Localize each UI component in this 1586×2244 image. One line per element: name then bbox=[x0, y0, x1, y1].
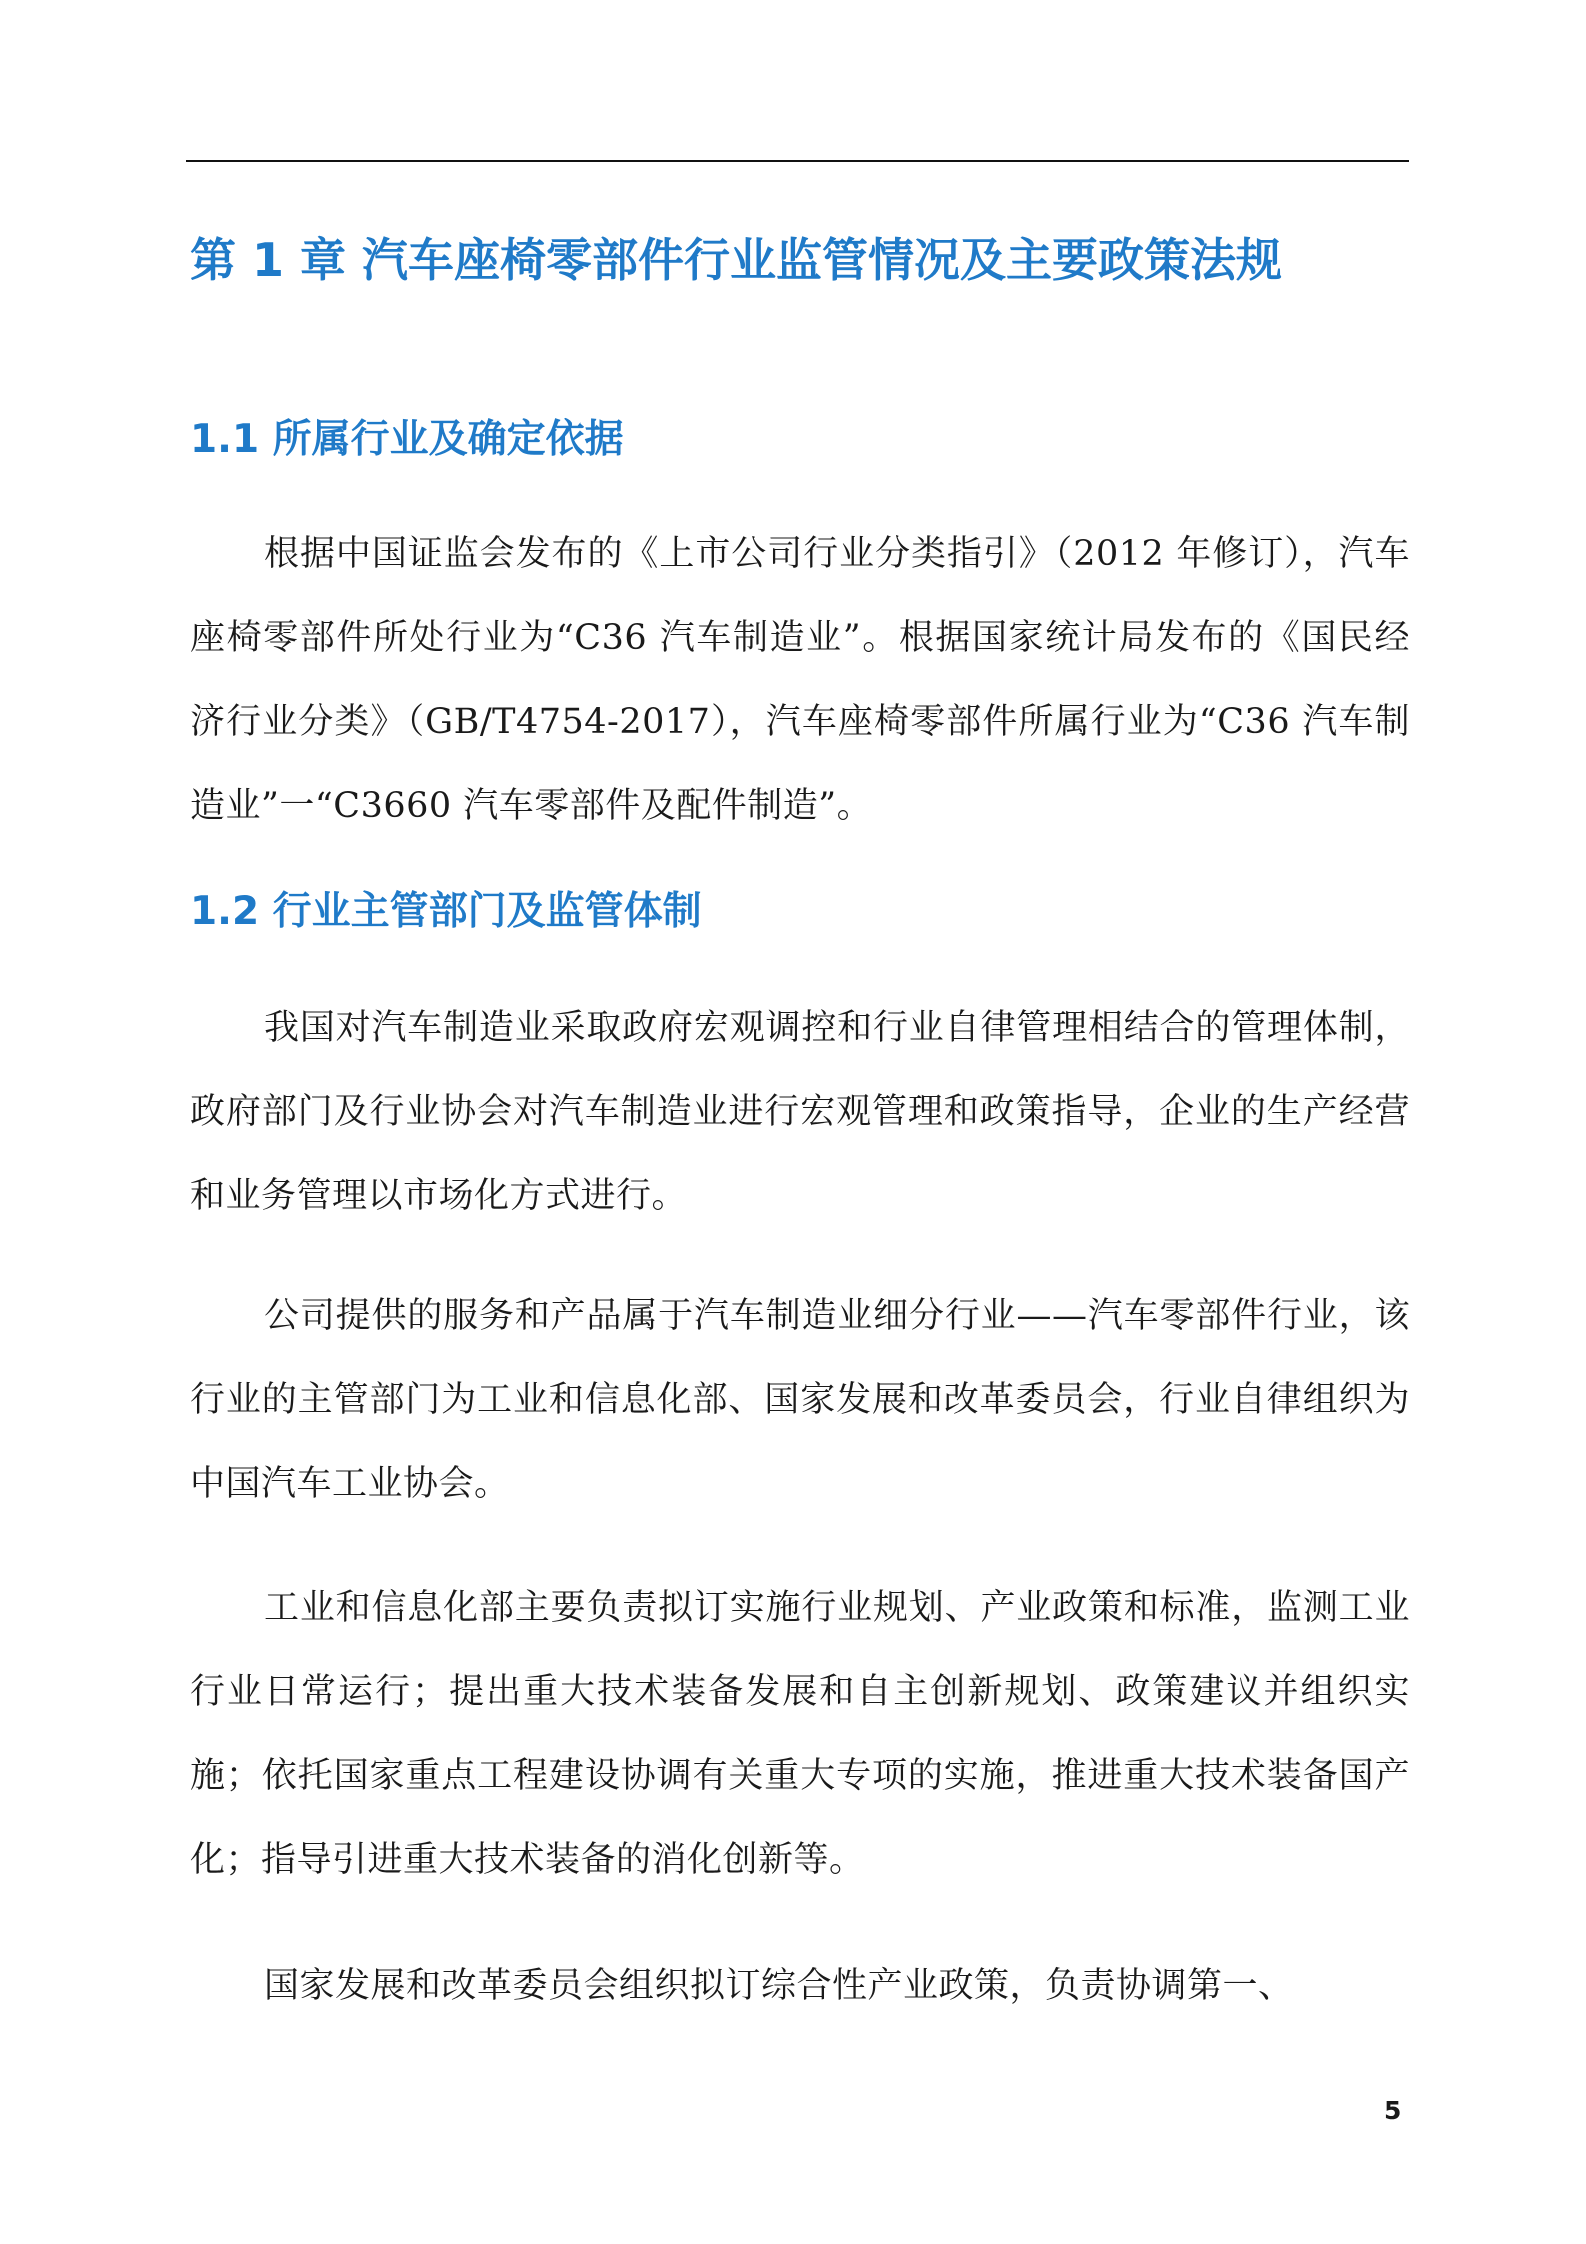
paragraph-miit-duties: 工业和信息化部主要负责拟订实施行业规划、产业政策和标准，监测工业行业日常运行；提出重大技术装备发展和自主创新规划、政策建议并组织实施；依托国家重点工程建设协调有关重大专项的实施，推进重大技术装备国产化；指导引进重大技术装备的消化创新等。 bbox=[190, 1588, 1410, 1880]
section-title-1-1: 1.1 所属行业及确定依据 bbox=[190, 417, 624, 462]
paragraph-industry-classification: 根据中国证监会发布的《上市公司行业分类指引》（2012 年修订），汽车座椅零部件所处行业为“C36 汽车制造业”。根据国家统计局发布的《国民经济行业分类》（GB/T4754-2017），汽车座椅零部件所属行业为“C36 汽车制造业”一“C3660 汽车零部件及配件制造”。 bbox=[190, 534, 1410, 826]
header-rule bbox=[186, 160, 1409, 162]
paragraph-management-system: 我国对汽车制造业采取政府宏观调控和行业自律管理相结合的管理体制，政府部门及行业协会对汽车制造业进行宏观管理和政策指导，企业的生产经营和业务管理以市场化方式进行。 bbox=[190, 1008, 1410, 1216]
paragraph-ndrc-duties: 国家发展和改革委员会组织拟订综合性产业政策，负责协调第一、 bbox=[264, 1966, 1294, 2006]
page-number: 5 bbox=[1384, 2096, 1402, 2125]
section-title-1-2: 1.2 行业主管部门及监管体制 bbox=[190, 889, 702, 934]
chapter-title: 第 1 章 汽车座椅零部件行业监管情况及主要政策法规 bbox=[190, 233, 1283, 287]
paragraph-competent-departments: 公司提供的服务和产品属于汽车制造业细分行业——汽车零部件行业，该行业的主管部门为工业和信息化部、国家发展和改革委员会，行业自律组织为中国汽车工业协会。 bbox=[190, 1296, 1410, 1504]
